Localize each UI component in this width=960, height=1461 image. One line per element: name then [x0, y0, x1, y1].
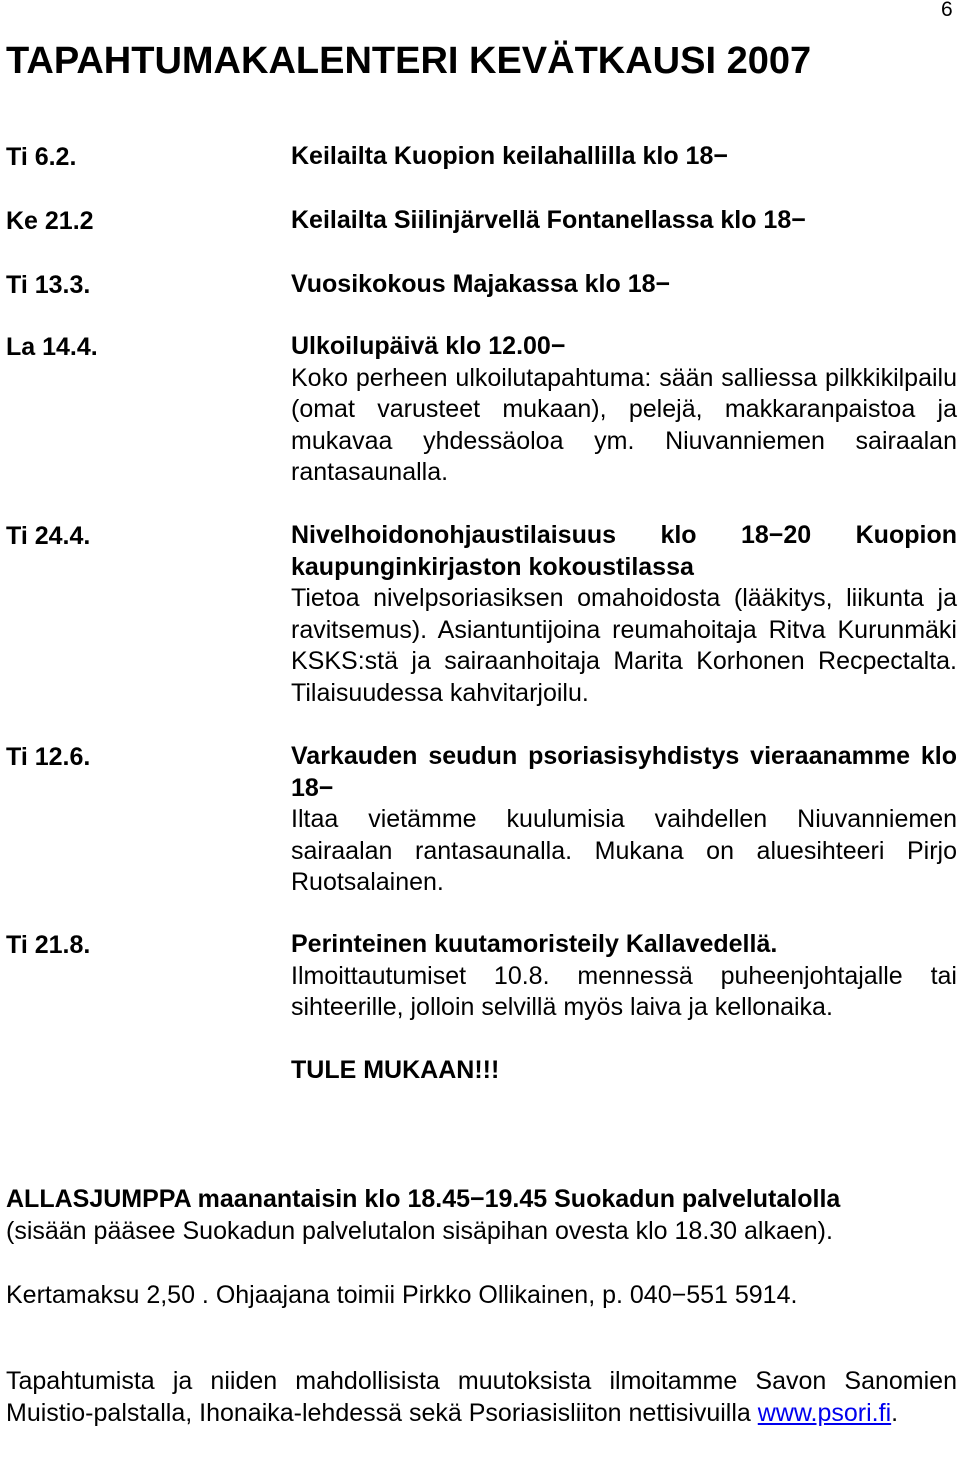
event-date: Ti 24.4.: [6, 522, 91, 550]
event-entry: [291, 929, 957, 1024]
event-description: Ilmoittautumiset 10.8. mennessä puheenjohtajalle tai sihteerille, jolloin selvillä myös laiva ja kellonaika.: [291, 961, 957, 1021]
event-entry: [291, 520, 957, 709]
announcement-end: .: [891, 1398, 899, 1427]
event-description: Iltaa vietämme kuulumisia vaihdellen Niuvanniemen sairaalan rantasaunalla. Mukana on aluesihteeri Pirjo Ruotsalainen.: [291, 805, 957, 896]
event-entry: [291, 331, 957, 489]
event-heading: Perinteinen kuutamoristeily Kallavedellä.: [291, 930, 778, 958]
event-heading: Vuosikokous Majakassa klo 18−: [291, 270, 671, 298]
event-date: Ke 21.2: [6, 207, 94, 235]
event-description: Koko perheen ulkoilutapahtuma: sään salliessa pilkkikilpailu (omat varusteet mukaan), pelejä, makkaranpaistoa ja mukavaa yhdessäoloa ym. Niuvanniemen sairaalan rantasaunalla.: [291, 363, 957, 486]
event-date: Ti 21.8.: [6, 931, 91, 959]
event-date: Ti 6.2.: [6, 143, 77, 171]
page-number: 6: [941, 0, 953, 21]
event-description: Tietoa nivelpsoriasiksen omahoidosta (lääkitys, liikunta ja ravitsemus). Asiantuntijoina reumahoitaja Ritva Kurunmäki KSKS:stä ja sairaanhoitaja Marita Korhonen Recpectalta. Tilaisuudessa kahvitarjoilu.: [291, 584, 957, 707]
cta-text: TULE MUKAAN!!!: [291, 1056, 500, 1084]
website-link[interactable]: www.psori.fi: [757, 1398, 892, 1427]
event-entry: [291, 269, 957, 301]
event-entry: [291, 141, 957, 173]
event-entry: [291, 205, 957, 237]
event-heading: Varkauden seudun psoriasisyhdistys vieraanamme klo 18−: [291, 742, 957, 802]
allasjumppa-note: (sisään pääsee Suokadun palvelutalon sisäpihan ovesta klo 18.30 alkaen).: [6, 1216, 833, 1245]
allasjumppa-section: [6, 1184, 957, 1247]
event-date: Ti 12.6.: [6, 743, 91, 771]
event-entry: [291, 741, 957, 899]
event-date: La 14.4.: [6, 333, 98, 361]
cta-block: [291, 1055, 957, 1087]
page-title: TAPAHTUMAKALENTERI KEVÄTKAUSI 2007: [6, 40, 812, 82]
announcement: [6, 1366, 957, 1429]
event-heading: Nivelhoidonohjaustilaisuus klo 18−20 Kuopion kaupunginkirjaston kokoustilassa: [291, 521, 957, 581]
event-heading: Keilailta Kuopion keilahallilla klo 18−: [291, 142, 728, 170]
fee-text: Kertamaksu 2,50 . Ohjaajana toimii Pirkko Ollikainen, p. 040−551 5914.: [6, 1281, 798, 1309]
event-heading: Keilailta Siilinjärvellä Fontanellassa klo 18−: [291, 206, 806, 234]
allasjumppa-heading: ALLASJUMPPA maanantaisin klo 18.45−19.45 Suokadun palvelutalolla: [6, 1185, 841, 1213]
event-date: Ti 13.3.: [6, 271, 91, 299]
event-heading: Ulkoilupäivä klo 12.00−: [291, 332, 566, 360]
announcement-text: Tapahtumista ja niiden mahdollisista muutoksista ilmoitamme Savon Sanomien Muistio-palstalla, Ihonaika-lehdessä sekä Psoriasisliiton nettisivuilla: [6, 1367, 957, 1427]
